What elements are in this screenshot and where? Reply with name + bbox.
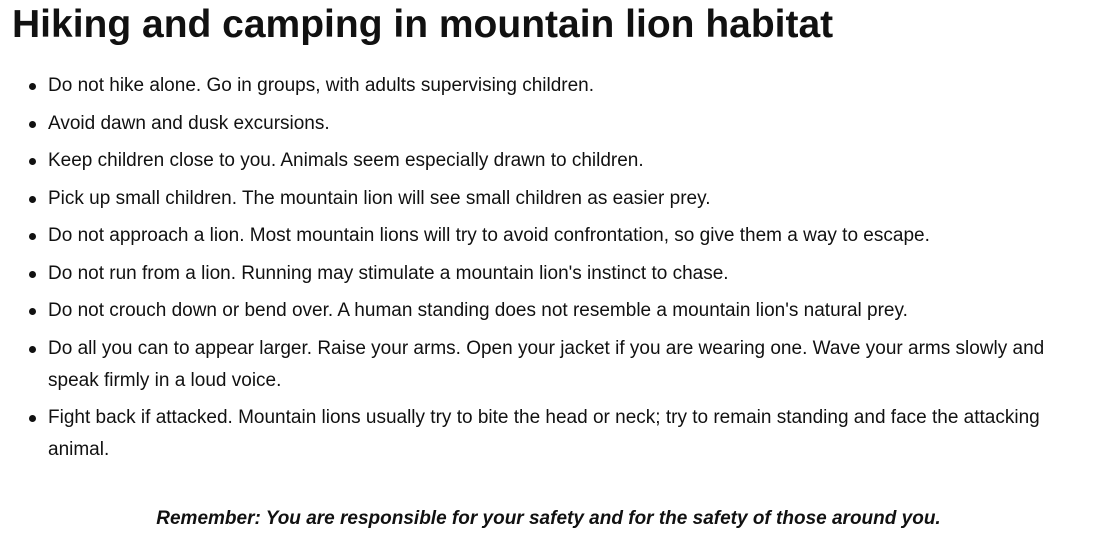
- list-item: [48, 183, 1078, 215]
- tip-text: Avoid dawn and dusk excursions.: [48, 112, 330, 134]
- bullet-icon: [29, 271, 36, 278]
- tip-text: Do all you can to appear larger. Raise your arms. Open your jacket if you are wearing one. Wave your arms slowly and speak firmly in a loud voice.: [48, 337, 1045, 391]
- bullet-icon: [29, 233, 36, 240]
- bullet-icon: [29, 83, 36, 90]
- reminder-note: Remember: You are responsible for your safety and for the safety of those around you.: [156, 508, 941, 529]
- bullet-icon: [29, 196, 36, 203]
- list-item: [48, 402, 1078, 466]
- list-item: [48, 70, 1078, 102]
- tips-list: [12, 70, 1078, 466]
- tip-text: Do not crouch down or bend over. A human standing does not resemble a mountain lion's natural prey.: [48, 300, 908, 321]
- list-item: [48, 220, 1078, 252]
- tip-text: Do not hike alone. Go in groups, with adults supervising children.: [48, 75, 595, 96]
- list-item: [48, 145, 1078, 177]
- tip-text: Do not approach a lion. Most mountain lions will try to avoid confrontation, so give them a way to escape.: [48, 225, 930, 246]
- list-item: [48, 295, 1078, 327]
- bullet-icon: [29, 121, 36, 128]
- bullet-icon: [29, 308, 36, 315]
- tip-text: Pick up small children. The mountain lion will see small children as easier prey.: [48, 187, 711, 209]
- page-title: Hiking and camping in mountain lion habitat: [12, 3, 834, 46]
- list-item: [48, 258, 1078, 290]
- tip-text: Keep children close to you. Animals seem especially drawn to children.: [48, 150, 644, 171]
- list-item: [48, 108, 1078, 140]
- bullet-icon: [29, 158, 36, 165]
- list-item: [48, 333, 1078, 397]
- tip-text: Fight back if attacked. Mountain lions usually try to bite the head or neck; try to remain standing and face the attacking animal.: [48, 407, 1040, 460]
- bullet-icon: [29, 415, 36, 422]
- tip-text: Do not run from a lion. Running may stimulate a mountain lion's instinct to chase.: [48, 262, 729, 284]
- bullet-icon: [29, 346, 36, 353]
